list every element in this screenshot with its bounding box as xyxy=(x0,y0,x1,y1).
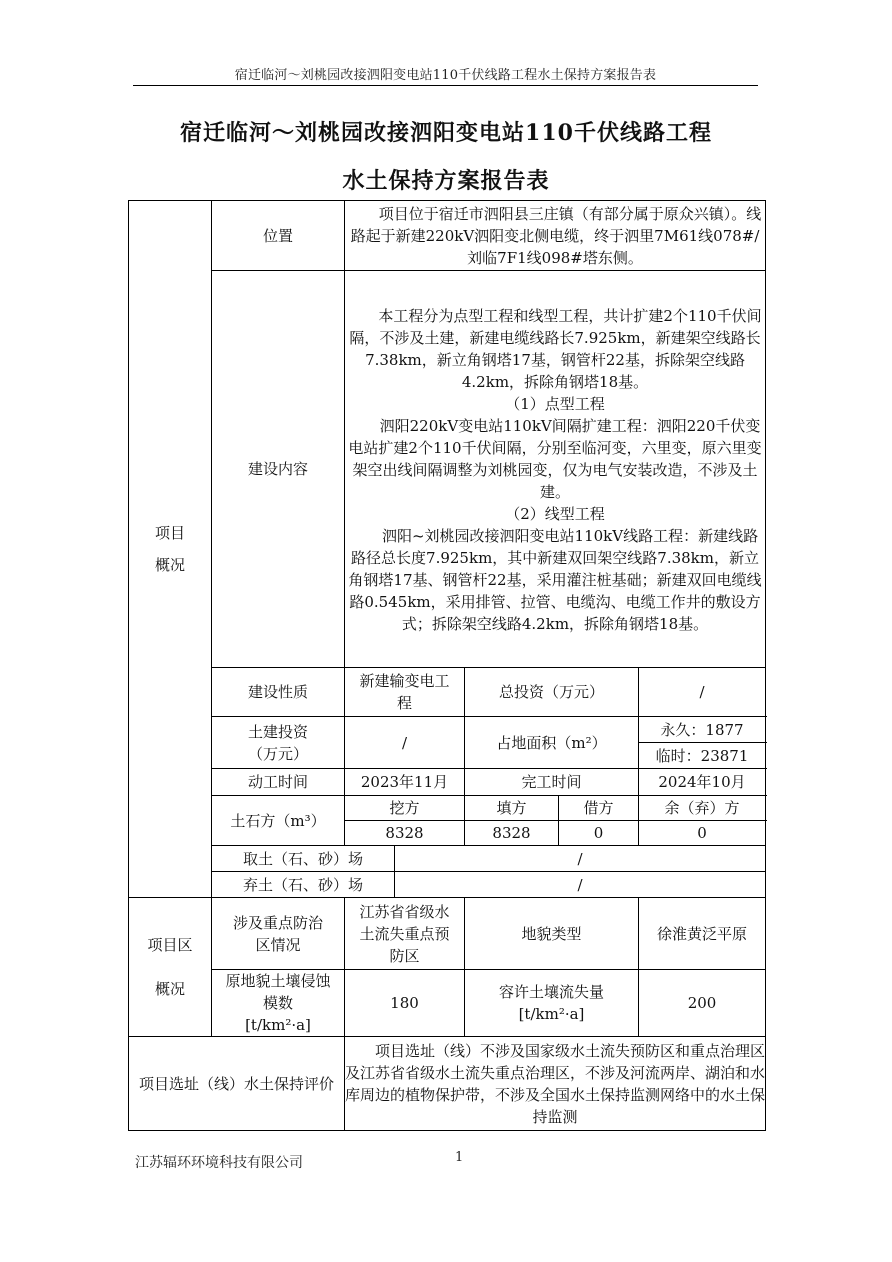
end-time-value: 2024年10月 xyxy=(639,769,766,796)
allowable-loss-value: 200 xyxy=(639,970,766,1037)
investment-label: 总投资（万元） xyxy=(465,668,639,717)
content-label: 建设内容 xyxy=(212,271,345,668)
earthwork-value-cut: 8328 xyxy=(345,821,465,846)
content-paragraph-3: 泗阳~刘桃园改接泗阳变电站110kV线路工程：新建线路路径总长度7.925km，其中新建双回架空线路7.38km，新立角钢塔17基、钢管杆22基，采用灌注桩基础；新建双回电缆线路0.545km，采用排管、拉管、电缆沟、电缆工作井的敷设方式；拆除架空线路4.2km，拆除角钢塔18基。 xyxy=(348,527,762,633)
footer-company: 江苏辐环环境科技有限公司 xyxy=(135,1155,303,1171)
content-heading-2: （2）线型工程 xyxy=(505,505,605,523)
earthwork-label: 土石方（m³） xyxy=(212,796,345,846)
earthwork-header-borrow: 借方 xyxy=(559,796,639,821)
erosion-modulus-label: 原地貌土壤侵蚀模数 [t/km²·a] xyxy=(212,970,345,1037)
prevention-zone-value: 江苏省省级水土流失重点预防区 xyxy=(345,898,465,970)
civil-investment-value: / xyxy=(345,717,465,769)
report-table xyxy=(128,200,766,1131)
civil-investment-label: 土建投资 （万元） xyxy=(212,717,345,769)
section-project-overview: 项目 概况 xyxy=(129,201,212,898)
section-area-overview: 项目区 概况 xyxy=(129,898,212,1037)
content-paragraph-1: 本工程分为点型工程和线型工程，共计扩建2个110千伏间隔，不涉及土建，新建电缆线路长7.925km，新建架空线路长7.38km，新立角钢塔17基，钢管杆22基，拆除架空线路4.2km，拆除角钢塔18基。 xyxy=(349,307,762,391)
erosion-modulus-value: 180 xyxy=(345,970,465,1037)
borrow-site-value: / xyxy=(395,846,766,872)
landform-value: 徐淮黄泛平原 xyxy=(639,898,766,970)
site-evaluation-text: 项目选址（线）不涉及国家级水土流失预防区和重点治理区及江苏省省级水土流失重点治理区，不涉及河流两岸、湖泊和水库周边的植物保护带，不涉及全国水土保持监测网络中的水土保持监测 xyxy=(345,1037,766,1131)
land-area-label: 占地面积（m²） xyxy=(465,717,639,769)
earthwork-value-spoil: 0 xyxy=(639,821,766,846)
document-title: 宿迁临河～刘桃园改接泗阳变电站110千伏线路工程 xyxy=(180,120,712,146)
earthwork-value-fill: 8328 xyxy=(465,821,559,846)
content-heading-1: （1）点型工程 xyxy=(505,395,605,413)
header-rule xyxy=(133,85,758,86)
earthwork-header-cut: 挖方 xyxy=(345,796,465,821)
earthwork-header-spoil: 余（弃）方 xyxy=(639,796,766,821)
running-header: 宿迁临河～刘桃园改接泗阳变电站110千伏线路工程水土保持方案报告表 xyxy=(234,68,657,83)
spoil-site-value: / xyxy=(395,872,766,898)
borrow-site-label: 取土（石、砂）场 xyxy=(212,846,395,872)
prevention-zone-label: 涉及重点防治区情况 xyxy=(212,898,345,970)
page-number: 1 xyxy=(455,1150,464,1165)
investment-value: / xyxy=(639,668,766,717)
land-area-temporary: 临时：23871 xyxy=(639,743,766,769)
content-paragraph-2: 泗阳220kV变电站110kV间隔扩建工程：泗阳220千伏变电站扩建2个110千伏间隔，分别至临河变，六里变，原六里变架空出线间隔调整为刘桃园变，仅为电气安装改造，不涉及土建。 xyxy=(348,417,762,501)
location-text: 项目位于宿迁市泗阳县三庄镇（有部分属于原众兴镇）。线路起于新建220kV泗阳变北侧电缆，终于泗里7M61线078#/刘临7F1线098#塔东侧。 xyxy=(345,201,766,271)
earthwork-header-fill: 填方 xyxy=(465,796,559,821)
site-evaluation-label: 项目选址（线）水土保持评价 xyxy=(129,1037,345,1131)
nature-label: 建设性质 xyxy=(212,668,345,717)
document-subtitle: 水土保持方案报告表 xyxy=(342,168,550,194)
earthwork-value-borrow: 0 xyxy=(559,821,639,846)
location-label: 位置 xyxy=(212,201,345,271)
nature-value: 新建输变电工程 xyxy=(345,668,465,717)
allowable-loss-label: 容许土壤流失量 [t/km²·a] xyxy=(465,970,639,1037)
land-area-permanent: 永久：1877 xyxy=(639,717,766,743)
end-time-label: 完工时间 xyxy=(465,769,639,796)
start-time-label: 动工时间 xyxy=(212,769,345,796)
content-text xyxy=(345,271,766,668)
start-time-value: 2023年11月 xyxy=(345,769,465,796)
spoil-site-label: 弃土（石、砂）场 xyxy=(212,872,395,898)
landform-label: 地貌类型 xyxy=(465,898,639,970)
